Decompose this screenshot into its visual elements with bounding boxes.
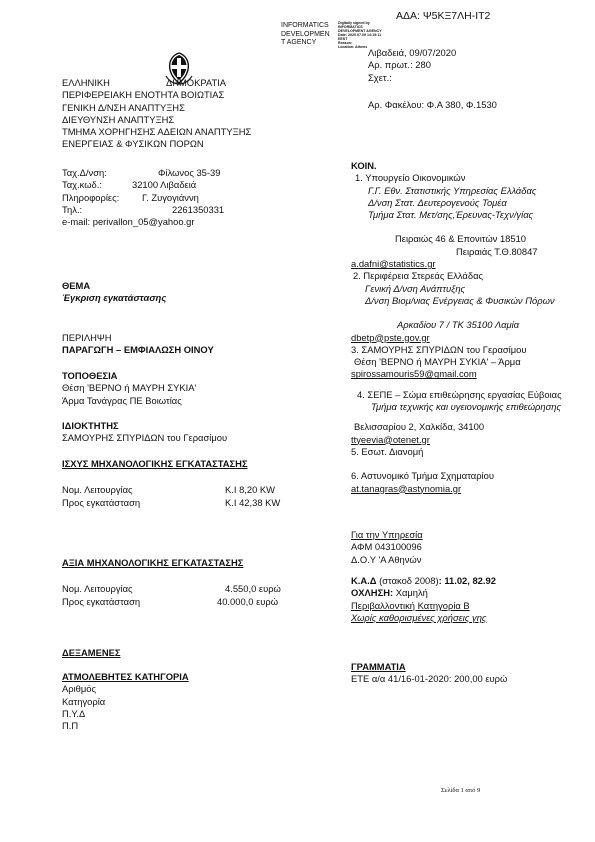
header-line: ΕΝΕΡΓΕΙΑΣ & ΦΥΣΙΚΩΝ ΠΟΡΩΝ [62,138,204,150]
service-title: Για την Υπηρεσία [351,529,423,540]
boilers-item: Κατηγορία [62,695,106,707]
kad-codes: : 11.02, 82.92 [438,575,496,586]
contact-phone-label: Τηλ.: [62,203,83,215]
subject-block [62,280,166,305]
stamp-line: T AGENCY [281,39,317,46]
recipient-1-address: Πειραιώς 46 & Επονιτών 18510 [395,233,527,245]
nuisance-label: ΟΧΛΗΣΗ: [351,587,394,599]
fees-block [351,661,507,686]
recipient-4-address: Βελισσαρίου 2, Χαλκίδα, 34100 [354,421,485,433]
contact-info-label: Πληροφορίες: [62,191,120,203]
value-row-label: Προς εγκατάσταση [62,595,141,607]
contact-zip-label: Ταχ.κωδ.: [62,179,102,191]
recipient-2-email[interactable]: dbetp@pste.gov.gr [351,331,430,343]
header-hellenic: ΕΛΛΗΝΙΚΗ [62,77,110,88]
value-row-value: 4.550,0 ευρώ [225,583,281,595]
boilers-item: Π.Υ.Δ [62,707,86,719]
location-line: Άρμα Τανάγρας ΠΕ Βοιωτίας [62,394,182,406]
stamp-detail: EEST [338,37,348,41]
value-row-proposed [62,596,332,608]
header-republic: ΔΗΜΟΚΡΑΤΙΑ [165,77,227,88]
kad-line [351,575,496,587]
contact-info-value: Γ. Ζυγογιάννη [142,191,199,203]
power-row-label: Νομ. Λειτουργίας [62,484,133,496]
boilers-item: Αριθμός [62,683,97,695]
related-ref: Σχετ.: [368,71,392,83]
header-line: ΓΕΝΙΚΗ Δ/ΝΣΗ ΑΝΑΠΤΥΞΗΣ [62,101,185,113]
contact-address-label: Ταχ.Δ/νση: [62,167,107,178]
recipient-4-email[interactable]: ttyeevia@otenet.gr [351,433,430,445]
stamp-detail: Location: Athens [338,45,368,49]
stamp-detail: Reason: [338,41,353,45]
stamp-detail: Digitally signed by [338,21,370,25]
recipients-title: ΚΟΙΝ. [351,160,377,171]
recipient-1-address: Πειραιάς Τ.Θ.80847 [456,245,538,257]
stamp-line: DEVELOPMEN [281,30,330,38]
fees-title: ΓΡΑΜΜΑΤΙΑ [351,661,406,672]
owner-label: ΙΔΙΟΚΤΗΤΗΣ [62,420,119,431]
tanks-title: ΔΕΞΑΜΕΝΕΣ [62,647,121,658]
value-row-value: 40.000,0 ευρώ [217,595,279,607]
document-meta [368,47,456,84]
recipient-2-address: Αρκαδίου 7 / ΤΚ 35100 Λαμία [397,319,520,331]
power-row-proposed [62,497,332,509]
subject-label: ΘΕΜΑ [62,280,91,291]
page-footer: Σελίδα 1 από 9 [441,787,481,794]
power-title: ΙΣΧΥΣ ΜΗΧΑΝΟΛΟΓΙΚΗΣ ΕΓΚΑΤΑΣΤΑΣΗΣ [62,458,248,469]
recipient-1-email[interactable]: a.dafni@statistics.gr [351,258,436,270]
contact-phone [62,204,292,216]
recipients-block [351,160,562,495]
recipient-1-name: 1. Υπουργείο Οικονομικών [355,172,466,184]
stamp-detail: INFORMATICS [338,25,363,29]
nuisance-value: Χαμηλή [393,587,428,599]
stamp-detail: DEVELOPMENT AGENCY [338,29,382,33]
owner-block [62,420,227,445]
contact-address-value: Φίλωνος 35-39 [158,167,221,178]
nuisance-line [351,587,496,599]
contact-email[interactable]: e-mail: perivallon_05@yahoo.gr [62,216,195,228]
value-title: ΑΞΙΑ ΜΗΧΑΝΟΛΟΓΙΚΗΣ ΕΓΚΑΤΑΣΤΑΣΗΣ [62,557,244,568]
digital-signature-details [338,21,382,49]
recipient-2-line: Δ/νση Βιομ/νιας Ενέργειας & Φυσικών Πόρων [365,294,555,306]
value-block [62,557,332,608]
boilers-item: Π.Π [62,720,79,732]
power-row-value: Κ.Ι 8,20 KW [225,484,276,496]
recipient-5: 5. Εσωτ. Διανομή [351,445,424,457]
summary-value: ΠΑΡΑΓΩΓΗ – ΕΜΦΙΑΛΩΣΗ ΟΙΝΟΥ [62,344,214,356]
recipient-6-name: 6. Αστυνομικό Τμήμα Σχηματαρίου [351,470,494,482]
header-line: ΔΙΕΥΘΥΝΣΗ ΑΝΑΠΤΥΞΗΣ [62,113,175,125]
subject-value: Έγκριση εγκατάστασης [62,292,167,304]
recipient-4-line: Τμήμα τεχνικής και υγειονομικής επιθεώρησης [371,401,562,413]
recipient-2-line: Γενική Δ/νση Ανάπτυξης [365,282,466,294]
recipient-4-name: 4. ΣΕΠΕ – Σώμα επιθεώρησης εργασίας Εύβοιας [357,388,562,400]
location-line: Θέση 'ΒΕΡΝΟ ή ΜΑΥΡΗ ΣΥΚΙΑ' [62,382,197,394]
service-afm: ΑΦΜ 043100096 [351,541,422,553]
recipient-1-line: Δ/νση Στατ. Δευτερογενούς Τομέα [368,196,507,208]
header-line: ΤΜΗΜΑ ΧΟΡΗΓΗΣΗΣ ΑΔΕΙΩΝ ΑΝΑΠΤΥΞΗΣ [62,126,252,138]
summary-block [62,332,214,357]
value-row-label: Νομ. Λειτουργίας [62,583,133,595]
land-uses: Χωρίς καθορισμένες χρήσεις γης [351,611,487,623]
power-row-label: Προς εγκατάσταση [62,496,141,508]
kad-stakod: (στακοδ 2008) [376,575,439,586]
environmental-category: Περιβαλλοντική Κατηγορία Β [351,599,470,611]
power-row-value: Κ.Ι 42,38 KW [225,496,281,508]
boilers-block [62,671,189,732]
recipient-3-email[interactable]: spirossamouris59@gmail.com [351,368,477,380]
contact-block [62,167,292,228]
protocol-number: Αρ. πρωτ.: 280 [368,59,431,71]
location-block [62,370,196,407]
header-line-1 [62,77,251,89]
recipient-1-line: Γ.Γ. Εθν. Στατιστικής Υπηρεσίας Ελλάδας [368,184,537,196]
recipient-3-place: Θέση 'ΒΕΡΝΟ ή ΜΑΥΡΗ ΣΥΚΙΑ' – Άρμα [354,356,521,368]
location-label: ΤΟΠΟΘΕΣΙΑ [62,370,118,381]
kad-label: Κ.Α.Δ [351,575,377,586]
contact-info [62,192,292,204]
stamp-line: INFORMATICS [281,22,329,29]
recipient-2-name: 2. Περιφέρεια Στερεάς Ελλάδας [353,270,484,282]
power-block [62,458,332,509]
city-date: Λιβαδειά, 09/07/2020 [368,47,457,58]
stamp-detail: Date: 2020.07.09 14:19:11 [338,33,382,37]
owner-value: ΣΑΜΟΥΡΗΣ ΣΠΥΡΙΔΩΝ του Γερασίμου [62,432,228,444]
digital-signature-stamp [281,22,330,48]
contact-address [62,167,292,179]
recipient-3-name: 3. ΣΑΜΟΥΡΗΣ ΣΠΥΡΙΔΩΝ του Γερασίμου [351,343,527,355]
recipient-1-line: Τμήμα Στατ. Μετ/σης,Έρευνας-Τεχν/γίας [368,209,534,221]
kad-block [351,575,496,624]
header-line: ΠΕΡΙΦΕΡΕΙΑΚΗ ΕΝΟΤΗΤΑ ΒΟΙΩΤΙΑΣ [62,89,225,101]
service-block [351,529,423,566]
fees-value: ΕΤΕ α/α 41/16-01-2020: 200,00 ευρώ [351,673,508,685]
file-number: Αρ. Φακέλου: Φ.Α 380, Φ.1530 [368,99,497,110]
boilers-title: ΑΤΜΟΛΕΒΗΤΕΣ ΚΑΤΗΓΟΡΙΑ [62,671,189,682]
power-row-current [62,484,332,496]
contact-phone-value: 2261350331 [172,203,225,215]
contact-zip-value: 32100 Λιβαδειά [132,179,197,191]
summary-label: ΠΕΡΙΛΗΨΗ [62,332,112,343]
contact-zip [62,179,292,191]
recipient-6-email[interactable]: at.tanagras@astynomia.gr [351,482,462,494]
authority-header [62,77,251,151]
value-row-current [62,583,332,595]
service-doy: Δ.Ο.Υ 'Α Αθηνών [351,553,422,565]
ada-code: ΑΔΑ: Ψ5ΚΞ7ΛΗ-ΙΤ2 [396,10,491,22]
